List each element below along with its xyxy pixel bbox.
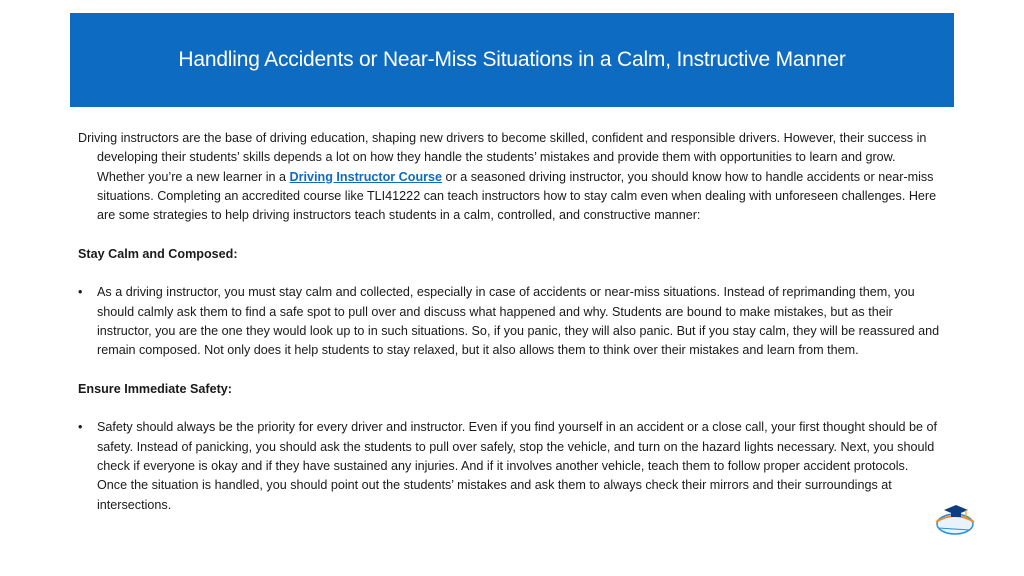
bullet-dot: • <box>78 285 83 300</box>
driving-instructor-course-link[interactable]: Driving Instructor Course <box>289 169 443 184</box>
bullet-text: Safety should always be the priority for every driver and instructor. Even if you find yourself in an accident or a close call, your first thought should be of safety. Instead of panicking, you should ask the students to pull over safely, stop the vehicle, and turn on the hazard lights necessary. Next, you should check if everyone is okay and if they have sustained any injuries. And if it involves another vehicle, teach them to follow proper accident protocols. Once the situation is handled, you should point out the students’ mistakes and ask them to always check their mirrors and their surroundings at intersections. <box>97 420 938 512</box>
bullet-ensure-safety <box>78 418 940 514</box>
bullet-stay-calm <box>78 283 940 360</box>
intro-text-before: Driving instructors are the base of driving education, shaping new drivers to become skilled, confident and responsible drivers. However, their success in developing their students’ skills depends a lot on how they handle the students’ mistakes and provide them with opportunities to learn and grow. Whether you’re a new learner in a <box>78 131 927 184</box>
bullet-dot: • <box>78 420 83 435</box>
graduation-cap-logo-icon <box>930 500 976 538</box>
page-title: Handling Accidents or Near-Miss Situations in a Calm, Instructive Manner <box>178 48 846 71</box>
intro-text-after: or a seasoned driving instructor, you should know how to handle accidents or near-miss situations. Completing an accredited course like TLI41222 can teach instructors how to stay calm even when dealing with unforeseen challenges. Here are some strategies to help driving instructors teach students in a calm, controlled, and constructive manner: <box>97 169 937 223</box>
section-heading-stay-calm: Stay Calm and Composed: <box>78 246 238 261</box>
document-body <box>78 129 940 515</box>
section-heading-ensure-safety: Ensure Immediate Safety: <box>78 381 232 396</box>
title-banner <box>70 13 954 107</box>
bullet-text: As a driving instructor, you must stay calm and collected, especially in case of accidents or near-miss situations. Instead of reprimanding them, you should calmly ask them to find a safe spot to pull over and discuss what happened and why. Students are bound to make mistakes, but as their instructor, you are the one they would look up to in such situations. So, if you panic, they will also panic. But if you stay calm, they will be reassured and remain composed. Not only does it help students to stay relaxed, but it also allows them to think over their mistakes and learn from them. <box>97 285 940 358</box>
intro-paragraph <box>78 129 940 225</box>
